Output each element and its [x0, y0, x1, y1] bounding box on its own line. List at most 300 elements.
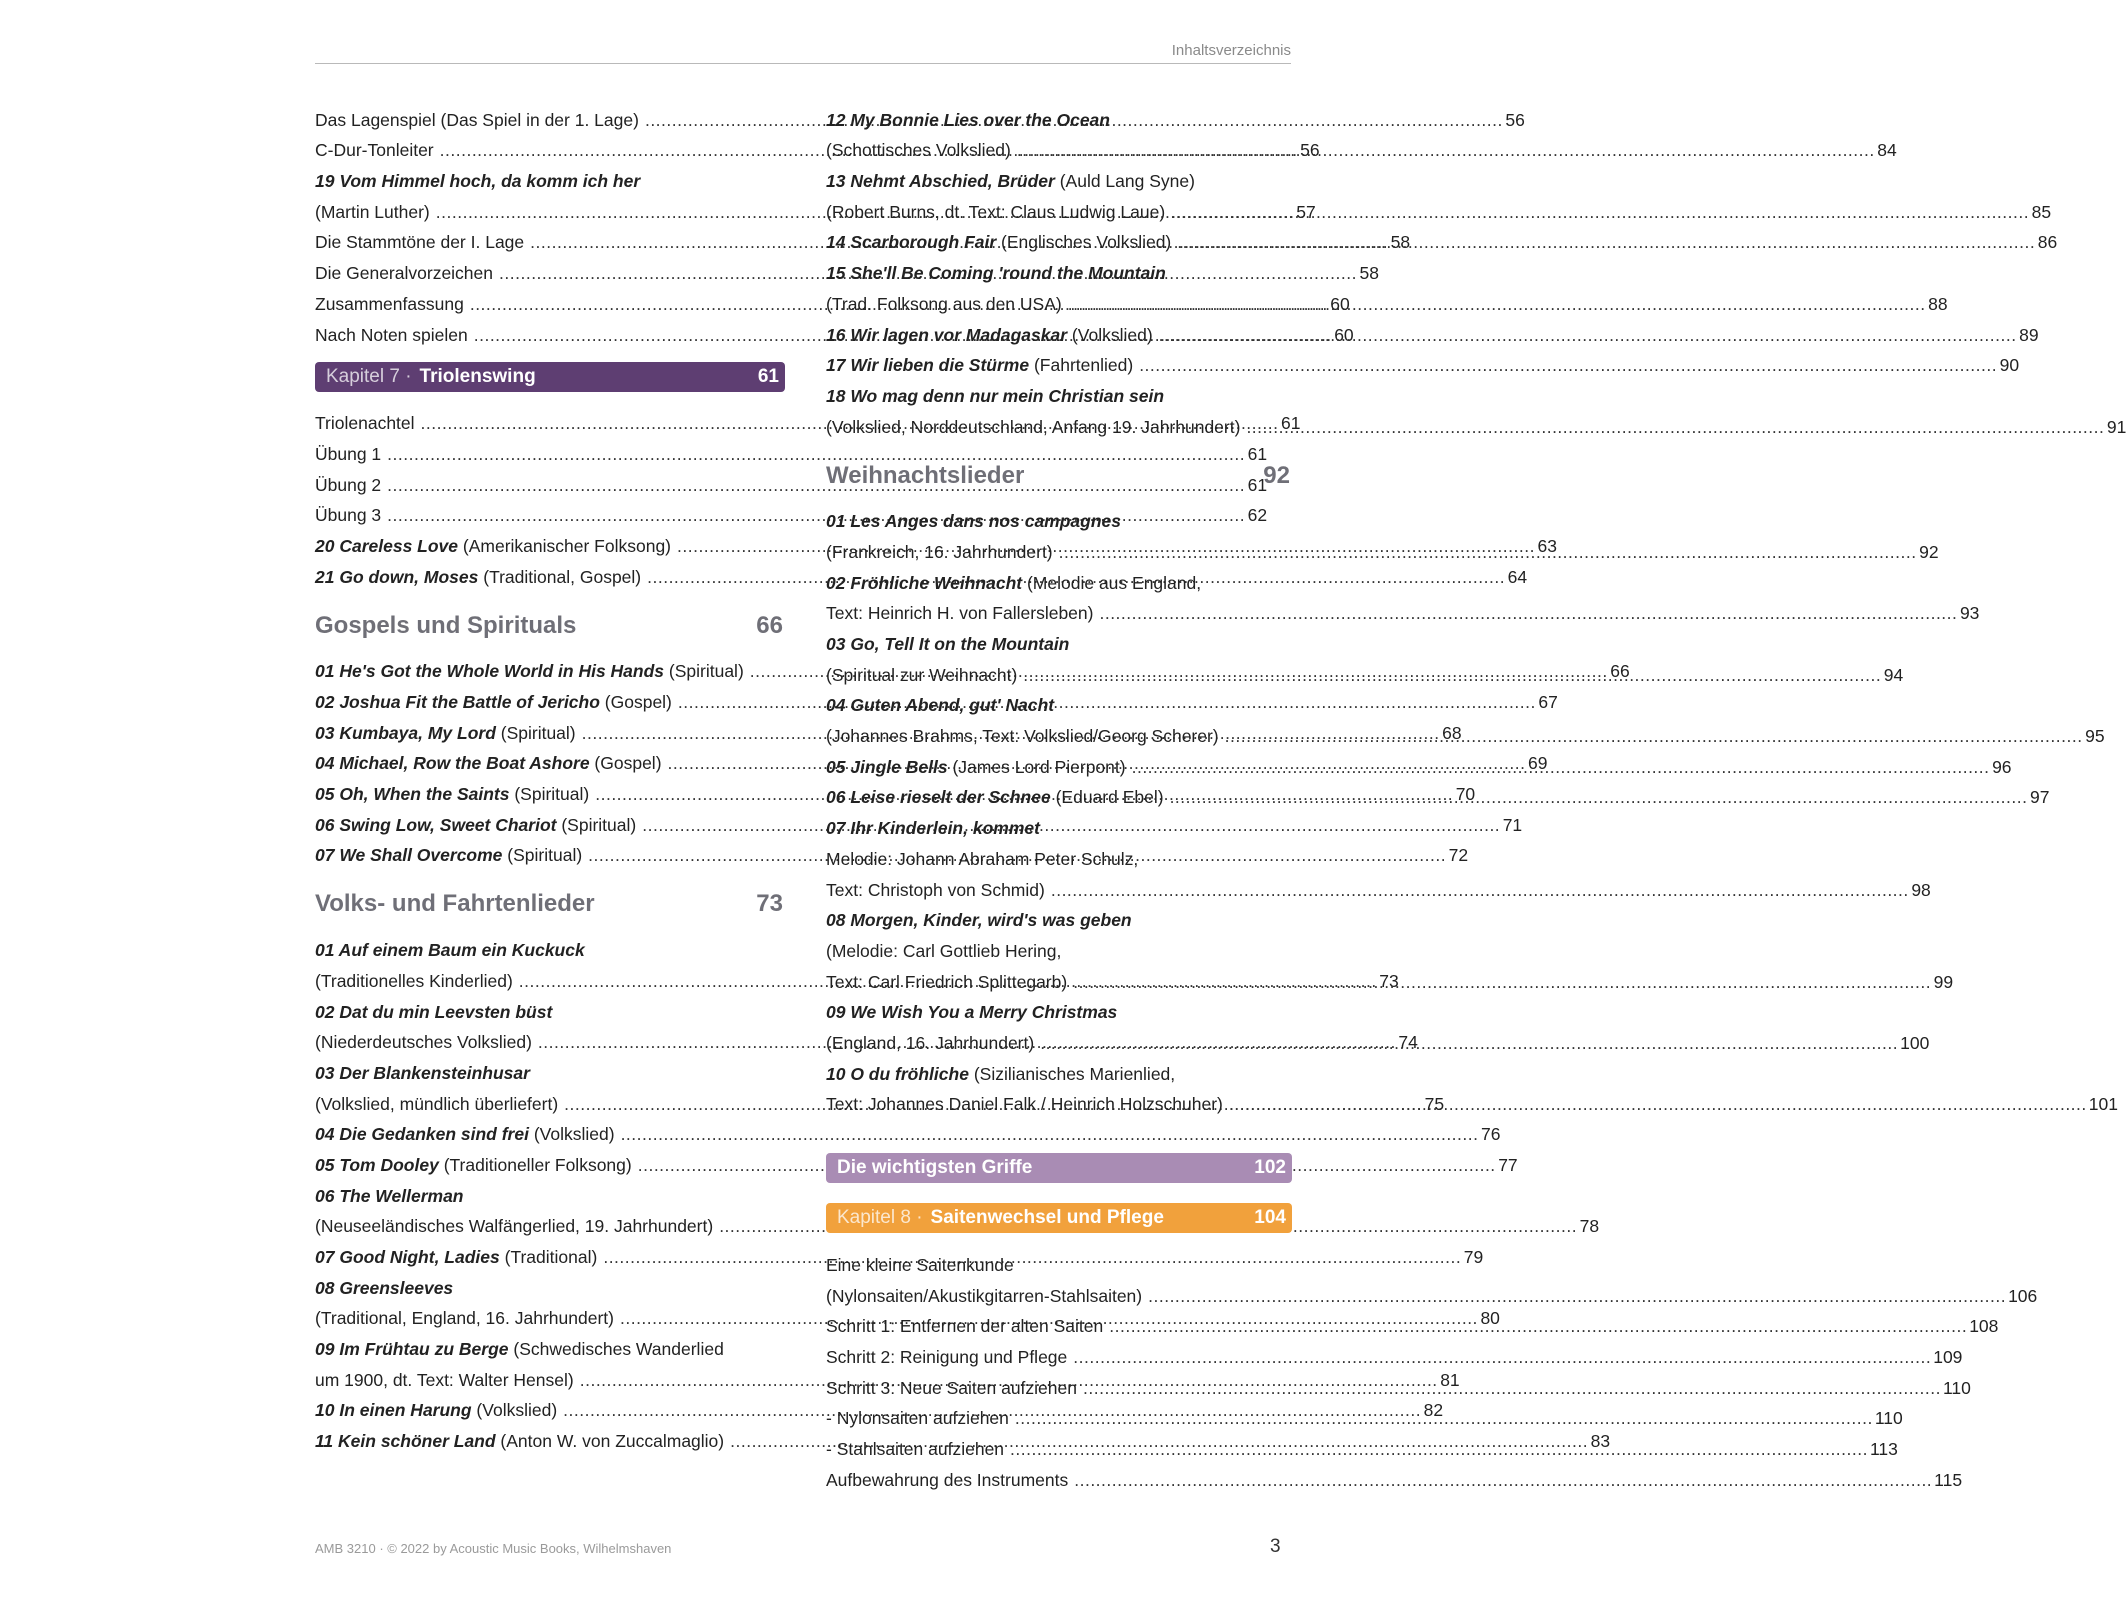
- song-title: 05 Oh, When the Saints: [315, 784, 510, 805]
- dot-leader: [1159, 325, 2017, 346]
- toc-entry: [315, 994, 785, 1025]
- entry-page-number: 95: [2085, 726, 2105, 747]
- entry-text: Text: Christoph von Schmid): [826, 879, 1045, 900]
- entry-text: (Traditional, England, 16. Jahrhundert): [315, 1308, 614, 1329]
- toc-entry: [826, 348, 2020, 379]
- song-title: 21 Go down, Moses: [315, 566, 479, 587]
- entry-page-number: 94: [1883, 664, 1904, 685]
- toc-entry-title: [826, 726, 1219, 747]
- toc-entry: [826, 255, 1292, 286]
- entry-text: (Robert Burns, dt. Text: Claus Ludwig Laue): [826, 201, 1166, 222]
- entry-page-number: 106: [2008, 1285, 2038, 1306]
- toc-entry-title: [315, 263, 493, 284]
- entry-text: Melodie: Johann Abraham Peter Schulz,: [826, 848, 1139, 869]
- toc-entry-title: [826, 355, 1133, 376]
- header-title: Inhaltsverzeichnis: [1171, 42, 1291, 59]
- entry-page-number: 83: [1590, 1431, 1611, 1452]
- song-title: 02 Dat du min Leevsten büst: [315, 1001, 553, 1022]
- entry-text: Übung 1: [315, 443, 382, 464]
- entry-text: (Spiritual): [556, 814, 637, 835]
- toc-entry: [826, 102, 1292, 133]
- entry-text: (Englisches Volkslied): [996, 232, 1172, 253]
- dot-leader: [1023, 665, 1881, 686]
- dot-leader: [1073, 1347, 1931, 1368]
- entry-text: Übung 3: [315, 505, 382, 526]
- toc-entry-title: [315, 536, 671, 557]
- entry-page-number: 108: [1969, 1316, 1999, 1337]
- toc-entry-title: [826, 1439, 1004, 1460]
- dot-leader: [1040, 1033, 1898, 1054]
- dot-leader: [1132, 757, 1990, 778]
- entry-text: (Frankreich, 16. Jahrhundert): [826, 541, 1053, 562]
- entry-text: Schritt 1: Entfernen der alten Saiten: [826, 1316, 1104, 1337]
- song-title: 01 Les Anges dans nos campagnes: [826, 511, 1122, 532]
- entry-page-number: 69: [1528, 753, 1548, 774]
- toc-entry-title: [315, 940, 585, 961]
- entry-page-number: 82: [1423, 1400, 1444, 1421]
- entry-page-number: 110: [1874, 1408, 1903, 1429]
- entry-text: (Melodie aus England,: [1022, 572, 1202, 593]
- entry-page-number: 61: [1247, 443, 1268, 464]
- toc-entry: [826, 565, 1292, 596]
- entry-page-number: 58: [1359, 263, 1379, 284]
- entry-text: - Nylonsaiten aufziehen: [826, 1408, 1009, 1429]
- chapter-banner: [826, 1203, 1292, 1233]
- entry-page-number: 71: [1502, 814, 1523, 835]
- entry-text: Schritt 3: Neue Saiten aufziehen: [826, 1377, 1077, 1398]
- song-title: 06 Leise rieselt der Schnee: [826, 787, 1051, 808]
- song-title: 11 Kein schöner Land: [315, 1431, 496, 1452]
- dot-leader: [1246, 417, 2104, 438]
- entry-page-number: 90: [1999, 355, 2020, 376]
- dot-leader: [1229, 1094, 2087, 1115]
- dot-leader: [1059, 542, 1917, 563]
- toc-entry-title: [826, 695, 1054, 716]
- toc-entry-title: [315, 1094, 558, 1115]
- entry-page-number: 60: [1334, 324, 1354, 345]
- toc-entry-title: [826, 417, 1240, 438]
- song-title: 10 O du fröhliche: [826, 1063, 969, 1084]
- song-title: 03 Der Blankensteinhusar: [315, 1062, 530, 1083]
- entry-text: (Volkslied): [528, 1124, 615, 1145]
- toc-entry: [826, 872, 1931, 903]
- toc-entry: [826, 1339, 1963, 1370]
- entry-page-number: 68: [1442, 722, 1462, 743]
- entry-page-number: 70: [1455, 784, 1476, 805]
- dot-leader: [1171, 202, 2029, 223]
- entry-text: (Schottisches Volkslied): [826, 140, 1011, 161]
- entry-text: (Spiritual): [495, 722, 576, 743]
- chapter-page-number: 61: [757, 365, 779, 387]
- song-title: 07 We Shall Overcome: [315, 845, 503, 866]
- chapter-page-number: 102: [1254, 1157, 1286, 1179]
- toc-entry-title: [315, 692, 672, 713]
- toc-entry-title: [826, 1286, 1142, 1307]
- entry-page-number: 74: [1398, 1032, 1418, 1053]
- entry-text: Das Lagenspiel (Das Spiel in der 1. Lage): [315, 109, 639, 130]
- entry-text: (Sizilianisches Marienlied,: [968, 1063, 1176, 1084]
- toc-entry: [826, 1056, 1292, 1087]
- entry-text: (Amerikanischer Folksong): [458, 535, 671, 556]
- entry-text: (Martin Luther): [315, 201, 430, 222]
- toc-entry-title: [315, 1002, 552, 1023]
- entry-page-number: 56: [1300, 140, 1320, 161]
- entry-text: (Niederdeutsches Volkslied): [315, 1032, 532, 1053]
- chapter-number: Kapitel 7 ·: [326, 365, 412, 387]
- entry-text: (Volkslied, Norddeutschland, Anfang 19. Jahrhundert): [826, 416, 1241, 437]
- toc-entry-title: [315, 1032, 532, 1053]
- song-title: 02 Fröhliche Weihnacht: [826, 572, 1023, 593]
- entry-text: (Eduard Ebel): [1050, 787, 1164, 808]
- entry-text: (Anton W. von Zuccalmaglio): [495, 1431, 725, 1452]
- footer-copyright: AMB 3210 · © 2022 by Acoustic Music Books, Wilhelmshaven: [315, 1541, 672, 1556]
- entry-text: (Traditional): [499, 1247, 598, 1267]
- entry-text: Text: Carl Friedrich Splittegarb): [826, 971, 1068, 992]
- toc-entry-title: [826, 603, 1093, 624]
- section-title: Weihnachtslieder: [826, 461, 1025, 489]
- toc-entry-title: [315, 845, 582, 866]
- toc-entry-title: [826, 1255, 1014, 1276]
- toc-entry-title: [315, 1155, 632, 1176]
- toc-entry-title: [826, 1033, 1034, 1054]
- entry-text: Aufbewahrung des Instruments: [826, 1469, 1069, 1490]
- entry-page-number: 96: [1992, 756, 2012, 777]
- toc-entry-title: [826, 941, 1061, 962]
- toc-entry-title: [826, 1408, 1009, 1429]
- toc-entry: [315, 1055, 785, 1086]
- section-page-number: 66: [756, 611, 783, 639]
- dot-leader: [1015, 1408, 1873, 1429]
- entry-text: (Melodie: Carl Gottlieb Hering,: [826, 940, 1062, 961]
- song-title: 19 Vom Himmel hoch, da komm ich her: [315, 171, 641, 192]
- toc-entry-title: [826, 294, 1062, 315]
- toc-entry-title: [315, 1370, 574, 1391]
- toc-entry-title: [826, 1378, 1077, 1399]
- toc-entry-title: [315, 1124, 615, 1145]
- toc-entry: [826, 378, 1292, 409]
- entry-page-number: 62: [1247, 505, 1268, 526]
- toc-entry-title: [826, 263, 1166, 284]
- song-title: 07 Good Night, Ladies: [315, 1247, 500, 1267]
- toc-entry-title: [826, 972, 1067, 993]
- song-title: 03 Go, Tell It on the Mountain: [826, 634, 1070, 654]
- song-title: 09 We Wish You a Merry Christmas: [826, 1002, 1118, 1023]
- toc-entry-title: [315, 661, 744, 682]
- song-title: 04 Michael, Row the Boat Ashore: [315, 753, 590, 774]
- toc-entry: [826, 504, 1292, 535]
- toc-entry: [826, 903, 1292, 934]
- dot-leader: [1010, 1439, 1868, 1460]
- entry-page-number: 86: [2037, 232, 2058, 253]
- toc-entry-title: [315, 475, 381, 496]
- toc-entry-title: [826, 140, 1011, 161]
- entry-page-number: 77: [1498, 1154, 1518, 1175]
- entry-text: Text: Heinrich H. von Fallersleben): [826, 603, 1094, 624]
- entry-text: (Fahrtenlied): [1029, 355, 1134, 376]
- toc-entry-title: [315, 232, 524, 253]
- toc-entry-title: [826, 1064, 1175, 1085]
- toc-entry-title: [826, 665, 1017, 686]
- entry-text: Text: Johannes Daniel Falk / Heinrich Holzschuher): [826, 1094, 1223, 1115]
- entry-page-number: 73: [1379, 970, 1399, 991]
- page-number: 3: [1270, 1536, 1281, 1557]
- entry-page-number: 79: [1463, 1247, 1484, 1267]
- toc-entry-title: [826, 1347, 1067, 1368]
- chapter-banner: [826, 1153, 1292, 1183]
- entry-text: (Schwedisches Wanderlied: [508, 1339, 724, 1360]
- entry-page-number: 110: [1942, 1377, 1971, 1398]
- entry-text: (Trad. Folksong aus den USA): [826, 293, 1062, 314]
- entry-text: Nach Noten spielen: [315, 324, 468, 345]
- toc-entry-title: [826, 511, 1121, 532]
- toc-entry-title: [826, 386, 1164, 407]
- toc-entry: [826, 1462, 1963, 1493]
- song-title: 10 In einen Harung: [315, 1400, 472, 1421]
- section-page-number: 92: [1263, 461, 1290, 489]
- entry-text: Übung 2: [315, 474, 382, 495]
- toc-entry: [826, 596, 1980, 627]
- toc-entry-title: [315, 784, 589, 805]
- toc-entry-title: [315, 140, 434, 161]
- toc-entry-title: [315, 1186, 464, 1207]
- entry-page-number: 115: [1934, 1469, 1963, 1490]
- toc-entry-title: [315, 1400, 557, 1421]
- entry-page-number: 89: [2019, 324, 2039, 345]
- entry-text: (Volkslied, mündlich überliefert): [315, 1093, 559, 1114]
- song-title: 04 Die Gedanken sind frei: [315, 1124, 529, 1145]
- song-title: 08 Morgen, Kinder, wird's was geben: [826, 910, 1132, 931]
- entry-page-number: 76: [1481, 1124, 1501, 1145]
- entry-text: (Traditional, Gospel): [478, 566, 642, 587]
- dot-leader: [1068, 294, 1926, 315]
- section-page-number: 73: [756, 890, 783, 918]
- toc-entry-title: [826, 1470, 1068, 1491]
- song-title: 20 Careless Love: [315, 535, 459, 556]
- entry-page-number: 66: [1610, 661, 1630, 682]
- entry-page-number: 91: [2106, 416, 2126, 437]
- entry-text: (Gospel): [599, 692, 672, 712]
- entry-text: (Traditioneller Folksong): [438, 1154, 632, 1175]
- dot-leader: [1083, 1378, 1941, 1399]
- song-title: 08 Greensleeves: [315, 1277, 454, 1298]
- section-title: Volks- und Fahrtenlieder: [315, 890, 595, 918]
- dot-leader: [1148, 1286, 2006, 1307]
- toc-entry-title: [826, 634, 1069, 655]
- toc-entry-title: [315, 413, 415, 434]
- toc-entry-title: [826, 573, 1201, 594]
- entry-text: (Auld Lang Syne): [1054, 171, 1195, 192]
- entry-text: (Volkslied): [1067, 324, 1153, 345]
- toc-entry: [826, 409, 2126, 440]
- entry-page-number: 101: [2088, 1094, 2118, 1115]
- toc-entry: [826, 163, 1292, 194]
- song-title: 01 Auf einem Baum ein Kuckuck: [315, 940, 585, 961]
- entry-page-number: 98: [1911, 879, 1931, 900]
- song-title: 04 Guten Abend, gut' Nacht: [826, 695, 1055, 716]
- chapter-title: Die wichtigsten Griffe: [837, 1157, 1033, 1179]
- toc-entry-title: [315, 753, 662, 774]
- dot-leader: [1074, 1470, 1932, 1491]
- toc-entry-title: [315, 202, 430, 223]
- toc-entry: [315, 1270, 785, 1301]
- dot-leader: [1017, 140, 1875, 161]
- entry-page-number: 58: [1390, 232, 1411, 253]
- toc-entry-title: [315, 567, 641, 588]
- song-title: 06 The Wellerman: [315, 1185, 464, 1206]
- entry-page-number: 61: [1247, 474, 1268, 495]
- chapter-title: Triolenswing: [419, 365, 536, 387]
- toc-entry: [826, 1247, 1292, 1278]
- toc-entry: [826, 1278, 2038, 1309]
- entry-page-number: 64: [1507, 566, 1528, 587]
- entry-text: (James Lord Pierpont): [947, 756, 1126, 777]
- chapter-number: Kapitel 8 ·: [837, 1207, 923, 1229]
- entry-text: (Spiritual): [502, 845, 583, 866]
- entry-text: Triolenachtel: [315, 413, 415, 434]
- song-title: 13 Nehmt Abschied, Brüder: [826, 171, 1055, 192]
- dot-leader: [1073, 972, 1931, 993]
- entry-page-number: 84: [1877, 140, 1897, 161]
- toc-entry-title: [315, 1216, 713, 1237]
- entry-page-number: 63: [1537, 535, 1557, 556]
- entry-page-number: 81: [1440, 1369, 1460, 1390]
- dot-leader: [1177, 232, 2035, 253]
- toc-entry-title: [826, 787, 1164, 808]
- entry-page-number: 92: [1919, 541, 1939, 562]
- entry-text: (Traditionelles Kinderlied): [315, 970, 513, 991]
- entry-page-number: 109: [1933, 1347, 1963, 1368]
- entry-text: (Johannes Brahms, Text: Volkslied/Georg Scherer): [826, 726, 1219, 747]
- entry-page-number: 56: [1505, 109, 1525, 130]
- song-title: 14 Scarborough Fair: [826, 232, 997, 253]
- toc-entry: [826, 688, 1292, 719]
- toc-entry-title: [826, 325, 1153, 346]
- toc-entry: [826, 995, 1292, 1026]
- song-title: 12 My Bonnie Lies over the Ocean: [826, 109, 1110, 130]
- song-title: 03 Kumbaya, My Lord: [315, 722, 496, 743]
- toc-entry-title: [315, 444, 381, 465]
- entry-text: (Nylonsaiten/Akustikgitarren-Stahlsaiten): [826, 1285, 1143, 1306]
- entry-page-number: 57: [1296, 201, 1316, 222]
- dot-leader: [1099, 603, 1957, 624]
- song-title: 01 He's Got the Whole World in His Hands: [315, 661, 665, 682]
- entry-page-number: 72: [1448, 845, 1469, 866]
- section-heading: [315, 598, 785, 640]
- entry-text: (Gospel): [589, 753, 662, 774]
- toc-entry-title: [826, 1002, 1117, 1023]
- dot-leader: [1051, 880, 1909, 901]
- entry-text: Schritt 2: Reinigung und Pflege: [826, 1347, 1068, 1368]
- chapter-page-number: 104: [1254, 1207, 1286, 1229]
- song-title: 15 She'll Be Coming 'round the Mountain: [826, 263, 1166, 284]
- entry-page-number: 85: [2031, 201, 2052, 222]
- entry-page-number: 61: [1281, 413, 1301, 434]
- toc-entry-title: [315, 110, 639, 131]
- toc-entry-title: [315, 1431, 724, 1452]
- song-title: 02 Joshua Fit the Battle of Jericho: [315, 692, 600, 712]
- entry-page-number: 75: [1424, 1093, 1445, 1114]
- toc-entry: [826, 841, 1292, 872]
- toc-entry-title: [826, 110, 1110, 131]
- section-heading: [826, 448, 1292, 490]
- toc-entry: [826, 626, 1292, 657]
- toc-entry-title: [826, 757, 1126, 778]
- toc-entry: [315, 1178, 785, 1209]
- toc-entry-title: [826, 1094, 1223, 1115]
- running-header: [315, 36, 1291, 64]
- entry-page-number: 100: [1900, 1032, 1930, 1053]
- toc-entry-title: [315, 171, 640, 192]
- song-title: 05 Tom Dooley: [315, 1154, 439, 1175]
- entry-text: Eine kleine Saitenkunde: [826, 1255, 1014, 1275]
- toc-entry: [826, 933, 1292, 964]
- toc-entry-title: [315, 294, 464, 315]
- toc-entry-title: [315, 971, 513, 992]
- toc-entry-title: [826, 849, 1138, 870]
- toc-entry: [315, 163, 785, 194]
- chapter-banner: [315, 362, 785, 392]
- toc-entry-title: [315, 1339, 724, 1360]
- entry-text: (Spiritual): [509, 784, 590, 805]
- entry-page-number: 99: [1933, 971, 1954, 992]
- toc-entry-title: [826, 818, 1040, 839]
- section-title: Gospels und Spirituals: [315, 611, 577, 639]
- toc-entry-title: [826, 232, 1171, 253]
- chapter-title: Saitenwechsel und Pflege: [930, 1207, 1164, 1229]
- song-title: 18 Wo mag denn nur mein Christian sein: [826, 385, 1165, 406]
- section-heading: [315, 876, 785, 918]
- toc-entry-title: [315, 505, 381, 526]
- entry-text: Die Generalvorzeichen: [315, 263, 494, 284]
- toc-entry: [826, 810, 1292, 841]
- song-title: 09 Im Frühtau zu Berge: [315, 1339, 509, 1360]
- entry-text: (Neuseeländisches Walfängerlied, 19. Jahrhundert): [315, 1216, 714, 1237]
- song-title: 05 Jingle Bells: [826, 756, 948, 777]
- toc-entry-title: [315, 325, 468, 346]
- toc-entry: [315, 1331, 785, 1362]
- toc-entry-title: [315, 815, 636, 836]
- toc-entry-title: [826, 880, 1045, 901]
- toc-entry-title: [826, 542, 1053, 563]
- toc-entry-title: [315, 1247, 597, 1268]
- song-title: 17 Wir lieben die Stürme: [826, 355, 1030, 376]
- entry-text: - Stahlsaiten aufziehen: [826, 1439, 1005, 1460]
- song-title: 06 Swing Low, Sweet Chariot: [315, 814, 557, 835]
- entry-text: Die Stammtöne der I. Lage: [315, 232, 525, 253]
- toc-entry: [315, 932, 785, 963]
- toc-entry-title: [315, 723, 576, 744]
- entry-page-number: 113: [1869, 1439, 1898, 1460]
- entry-page-number: 60: [1330, 293, 1350, 314]
- entry-text: um 1900, dt. Text: Walter Hensel): [315, 1369, 574, 1390]
- entry-page-number: 78: [1579, 1216, 1600, 1237]
- entry-text: (England, 16. Jahrhundert): [826, 1032, 1035, 1053]
- toc-entry-title: [315, 1063, 530, 1084]
- dot-leader: [1225, 726, 2083, 747]
- dot-leader: [1109, 1316, 1967, 1337]
- toc-entry-title: [826, 171, 1195, 192]
- entry-page-number: 88: [1928, 293, 1948, 314]
- entry-page-number: 97: [2030, 787, 2050, 808]
- toc-entry: [315, 436, 1268, 467]
- toc-entry-title: [826, 910, 1132, 931]
- song-title: 07 Ihr Kinderlein, kommet: [826, 818, 1040, 839]
- entry-text: (Volkslied): [471, 1400, 558, 1421]
- song-title: 16 Wir lagen vor Madagaskar: [826, 324, 1068, 345]
- entry-page-number: 80: [1480, 1308, 1500, 1329]
- toc-entry-title: [826, 1316, 1103, 1337]
- entry-text: (Spiritual zur Weihnacht): [826, 664, 1018, 685]
